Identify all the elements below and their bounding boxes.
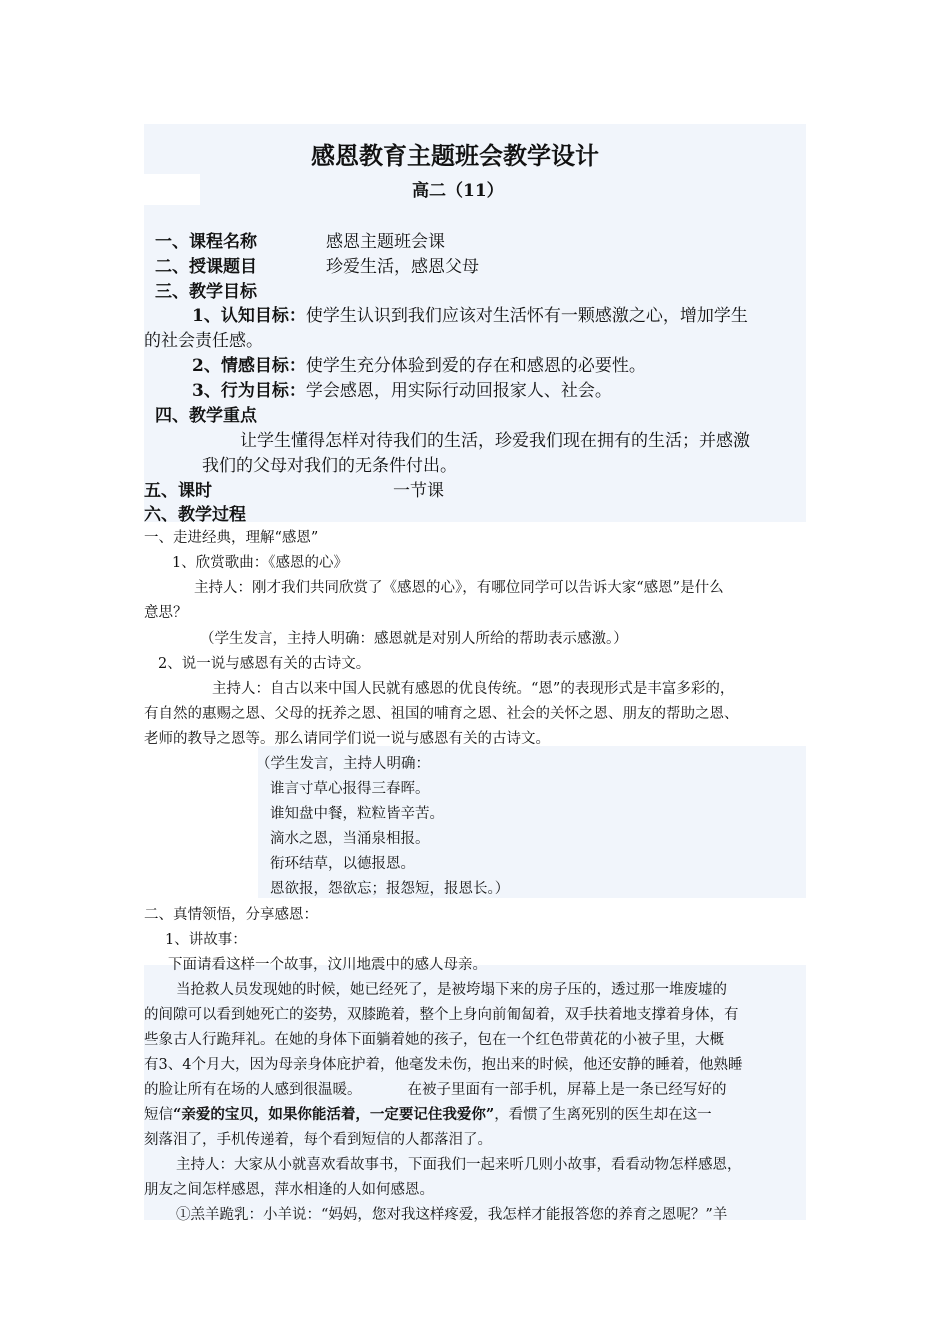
story-line: 刻落泪了，手机传递着，每个看到短信的人都落泪了。 xyxy=(144,1132,492,1148)
course-name-label: 一、课程名称 xyxy=(155,232,257,252)
hours-value: 一节课 xyxy=(393,481,444,501)
goal2-text: 使学生充分体验到爱的存在和感恩的必要性。 xyxy=(305,356,646,376)
part2-heading: 二、真情领悟，分享感恩： xyxy=(144,907,318,923)
goal3-line xyxy=(192,376,612,401)
focus-text: 让学生懂得怎样对待我们的生活，珍爱我们现在拥有的生活；并感激 xyxy=(240,431,750,451)
sms-quote: “亲爱的宝贝，如果你能活着，一定要记住我爱你” xyxy=(173,1106,495,1123)
story-line xyxy=(144,1103,712,1124)
goal3-label: 3、行为目标： xyxy=(192,381,306,401)
part1-item1: 1、欣赏歌曲：《感恩的心》 xyxy=(172,555,348,571)
topic-label: 二、授课题目 xyxy=(155,257,257,277)
story-line-part: ，看惯了生离死别的医生却在这一 xyxy=(494,1107,712,1123)
host-intro-end: 老师的教导之恩等。那么请同学们说一说与感恩有关的古诗文。 xyxy=(144,731,550,747)
poem-line: 衔环结草，以德报恩。 xyxy=(270,856,415,872)
host-stories-cont: 朋友之间怎样感恩，萍水相逢的人如何感恩。 xyxy=(144,1182,434,1198)
host-question: 主持人：刚才我们共同欣赏了《感恩的心》，有哪位同学可以告诉大家“感恩”是什么 xyxy=(194,580,724,596)
story-line: 有3、4个月大，因为母亲身体庇护着，他毫发未伤，抱出来的时候，他还安静的睡着，他熟睡 xyxy=(144,1057,743,1073)
story-line: 些象古人行跪拜礼。在她的身体下面躺着她的孩子，包在一个红色带黄花的小被子里，大概 xyxy=(144,1032,724,1048)
process-label: 六、教学过程 xyxy=(144,505,246,525)
story-line-part: 在被子里面有一部手机，屏幕上是一条已经写好的 xyxy=(407,1082,727,1098)
topic-value: 珍爱生活，感恩父母 xyxy=(326,257,479,277)
part1-heading: 一、走进经典，理解“感恩” xyxy=(144,530,319,546)
hours-label: 五、课时 xyxy=(144,481,212,501)
goal1-text-cont: 的社会责任感。 xyxy=(144,331,263,351)
goal3-text: 学会感恩，用实际行动回报家人、社会。 xyxy=(305,381,612,401)
poem-line: 谁言寸草心报得三春晖。 xyxy=(270,781,430,797)
poem-line: 滴水之恩，当涌泉相报。 xyxy=(270,831,430,847)
story-line-part: 短信 xyxy=(144,1107,173,1123)
goal2-line xyxy=(192,351,646,376)
poem-line: （学生发言，主持人明确： xyxy=(256,756,430,772)
page-title: 感恩教育主题班会教学设计 xyxy=(311,141,599,170)
story-line xyxy=(144,1078,727,1099)
poem-line: 谁知盘中餐，粒粒皆辛苦。 xyxy=(270,806,444,822)
goal2-label: 2、情感目标： xyxy=(192,356,306,376)
goals-label: 三、教学目标 xyxy=(155,282,257,302)
part1-item2: 2、说一说与感恩有关的古诗文。 xyxy=(158,656,371,672)
part2-item1: 1、讲故事： xyxy=(165,932,247,948)
host-question-cont: 意思？ xyxy=(144,605,188,621)
focus-label: 四、教学重点 xyxy=(155,406,257,426)
focus-text-cont: 我们的父母对我们的无条件付出。 xyxy=(202,456,457,476)
goal1-text: 使学生认识到我们应该对生活怀有一颗感激之心，增加学生 xyxy=(305,306,748,326)
student-answer: （学生发言，主持人明确：感恩就是对别人所给的帮助表示感激。） xyxy=(200,631,628,647)
goal1-label: 1、认知目标： xyxy=(192,306,306,326)
poem-line: 恩欲报，怨欲忘；报怨短，报恩长。） xyxy=(270,881,510,897)
story-line: 的间隙可以看到她死亡的姿势，双膝跪着，整个上身向前匍匐着，双手扶着地支撑着身体，有 xyxy=(144,1007,739,1023)
story-intro: 下面请看这样一个故事，汶川地震中的感人母亲。 xyxy=(168,957,487,973)
story-line: 当抢救人员发现她的时候，她已经死了，是被垮塌下来的房子压的，透过那一堆废墟的 xyxy=(176,982,727,998)
goal1-line xyxy=(192,301,748,326)
host-intro: 主持人：自古以来中国人民就有感恩的优良传统。“恩”的表现形式是丰富多彩的， xyxy=(212,681,735,697)
story-line-part: 的脸让所有在场的人感到很温暖。 xyxy=(144,1082,362,1098)
lamb-story: ①羔羊跪乳：小羊说：“妈妈，您对我这样疼爱，我怎样才能报答您的养育之恩呢？”羊 xyxy=(176,1207,728,1223)
course-name-value: 感恩主题班会课 xyxy=(326,232,445,252)
host-intro-cont: 有自然的惠赐之恩、父母的抚养之恩、祖国的哺育之恩、社会的关怀之恩、朋友的帮助之恩、 xyxy=(144,706,739,722)
host-stories: 主持人：大家从小就喜欢看故事书，下面我们一起来听几则小故事，看看动物怎样感恩， xyxy=(176,1157,742,1173)
class-name: 高二（11） xyxy=(412,181,504,201)
